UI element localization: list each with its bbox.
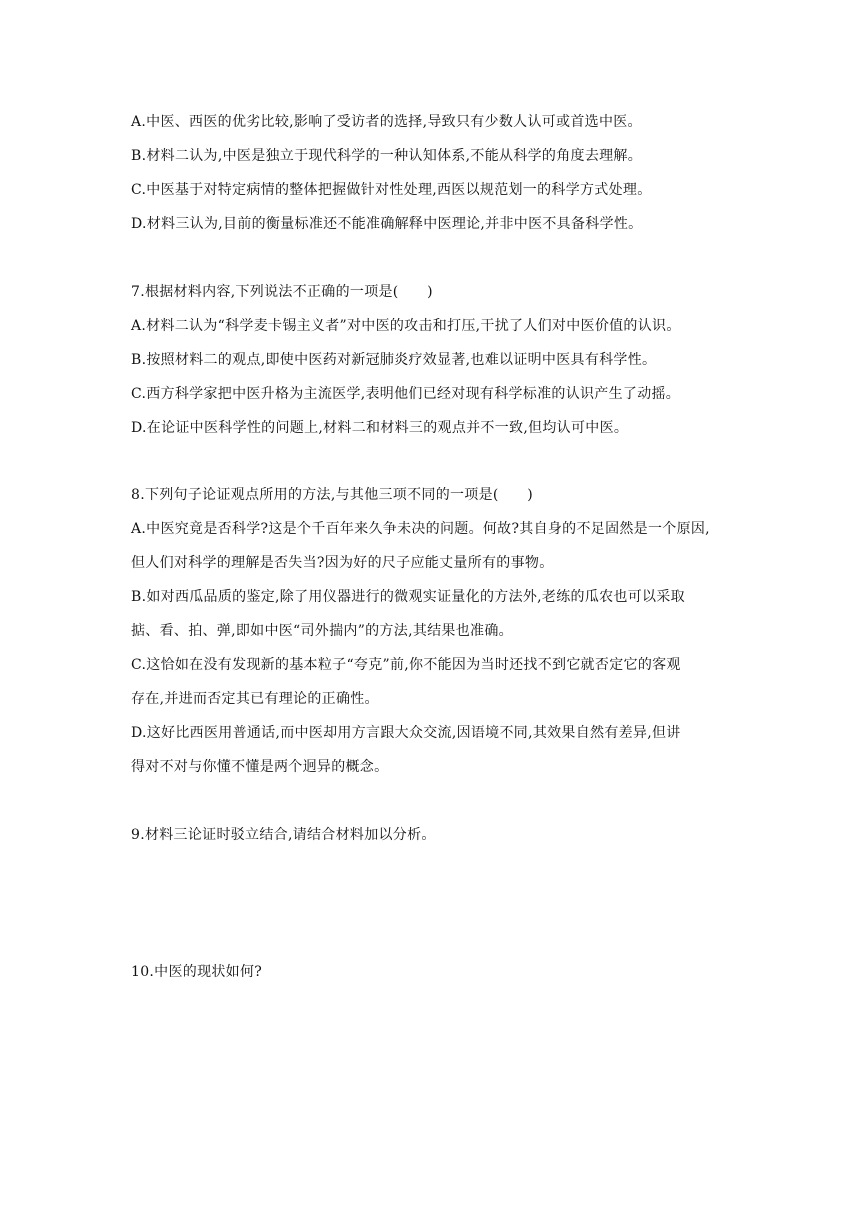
q8-option-a-line1: A.中医究竟是否科学?这是个千百年来久争未决的问题。何故?其自身的不足固然是一个原因,: [131, 521, 710, 537]
q8-stem: 8.下列句子论证观点所用的方法,与其他三项不同的一项是( ): [131, 487, 534, 503]
q8-option-c-line1: C.这恰如在没有发现新的基本粒子“夸克”前,你不能因为当时还找不到它就否定它的客观: [131, 657, 681, 673]
q6-option-d: D.材料三认为,目前的衡量标准还不能准确解释中医理论,并非中医不具备科学性。: [131, 216, 643, 232]
q7-option-a: A.材料二认为“科学麦卡锡主义者”对中医的攻击和打压,干扰了人们对中医价值的认识。: [131, 318, 681, 334]
q8-option-d-line1: D.这好比西医用普通话,而中医却用方言跟大众交流,因语境不同,其效果自然有差异,但讲: [131, 725, 681, 741]
q8-option-c-line2: 存在,并进而否定其已有理论的正确性。: [131, 691, 379, 707]
q8-option-d-line2: 得对不对与你懂不懂是两个迥异的概念。: [131, 759, 389, 775]
q9-stem: 9.材料三论证时驳立结合,请结合材料加以分析。: [131, 827, 436, 843]
q6-option-a: A.中医、西医的优劣比较,影响了受访者的选择,导致只有少数人认可或首选中医。: [131, 114, 642, 130]
q6-option-b: B.材料二认为,中医是独立于现代科学的一种认知体系,不能从科学的角度去理解。: [131, 148, 643, 164]
q7-option-d: D.在论证中医科学性的问题上,材料二和材料三的观点并不一致,但均认可中医。: [131, 420, 629, 436]
q10-stem: 10.中医的现状如何?: [131, 964, 263, 980]
q8-option-b-line1: B.如对西瓜品质的鉴定,除了用仪器进行的微观实证量化的方法外,老练的瓜农也可以采取: [131, 589, 685, 605]
q8-option-b-line2: 掂、看、拍、弹,即如中医“司外揣内”的方法,其结果也准确。: [131, 623, 513, 639]
q6-option-c: C.中医基于对特定病情的整体把握做针对性处理,西医以规范划一的科学方式处理。: [131, 182, 652, 198]
q8-option-a-line2: 但人们对科学的理解是否失当?因为好的尺子应能丈量所有的事物。: [131, 555, 554, 571]
q7-option-b: B.按照材料二的观点,即使中医药对新冠肺炎疗效显著,也难以证明中医具有科学性。: [131, 352, 657, 368]
q7-stem: 7.根据材料内容,下列说法不正确的一项是( ): [131, 284, 433, 300]
q7-option-c: C.西方科学家把中医升格为主流医学,表明他们已经对现有科学标准的认识产生了动摇。: [131, 386, 681, 402]
